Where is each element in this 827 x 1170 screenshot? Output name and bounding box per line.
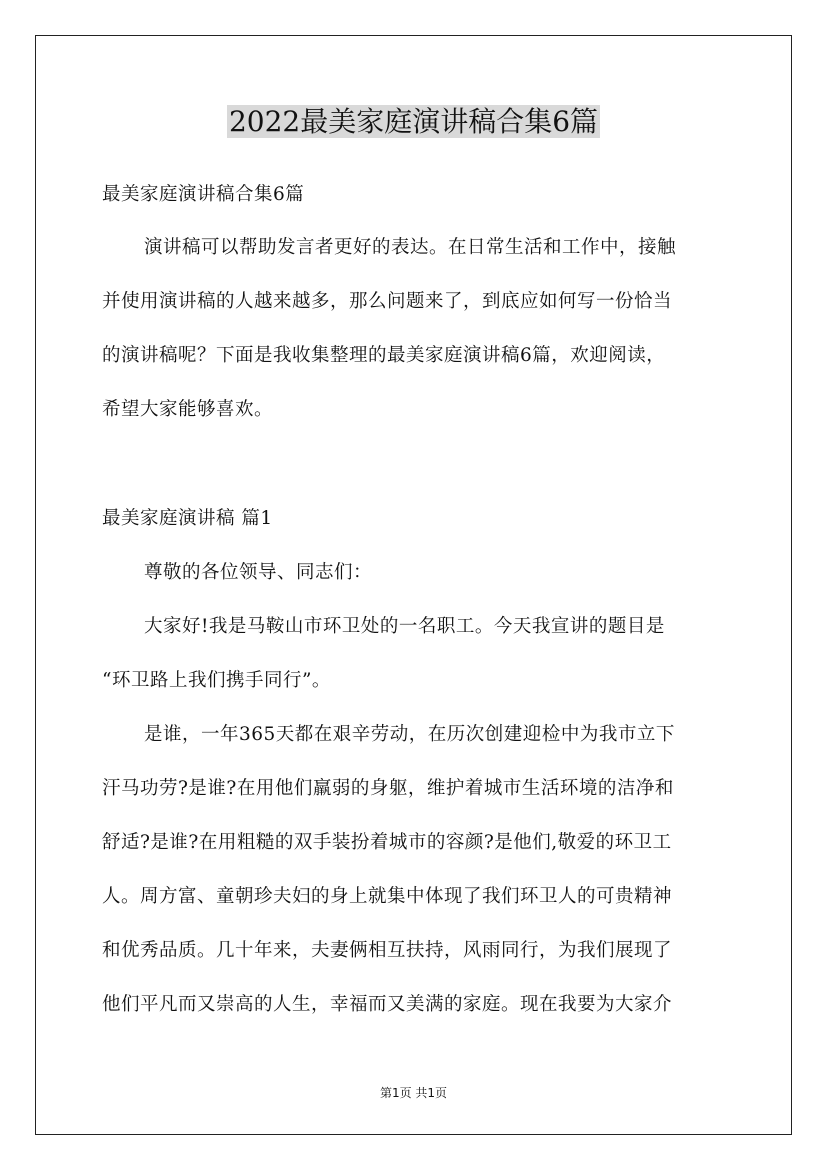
document-title-text: 2022最美家庭演讲稿合集6篇 — [228, 105, 599, 138]
section-heading: 最美家庭演讲稿 篇1 — [102, 508, 273, 529]
para2-line-6: 他们平凡而又崇高的人生，幸福而又美满的家庭。现在我要为大家介 — [102, 994, 673, 1015]
para2-line-2: 汗马功劳?是谁?在用他们羸弱的身躯，维护着城市生活环境的洁净和 — [102, 778, 674, 799]
greeting: 尊敬的各位领导、同志们： — [144, 562, 373, 583]
para2-line-5: 和优秀品质。几十年来，夫妻俩相互扶持，风雨同行，为我们展现了 — [102, 940, 673, 961]
document-subtitle: 最美家庭演讲稿合集6篇 — [102, 184, 305, 205]
intro-line-2: 并使用演讲稿的人越来越多，那么问题来了，到底应如何写一份恰当 — [102, 291, 673, 312]
para2-line-3: 舒适?是谁?在用粗糙的双手装扮着城市的容颜?是他们,敬爱的环卫工 — [102, 832, 672, 853]
intro-line-3: 的演讲稿呢？下面是我收集整理的最美家庭演讲稿6篇，欢迎阅读， — [102, 345, 666, 366]
page-footer: 第1页 共1页 — [379, 1086, 448, 1100]
document-title — [0, 104, 827, 140]
para2-line-1: 是谁，一年365天都在艰辛劳动，在历次创建迎检中为我市立下 — [144, 724, 675, 745]
intro-line-1: 演讲稿可以帮助发言者更好的表达。在日常生活和工作中，接触 — [144, 237, 677, 258]
intro-line-4: 希望大家能够喜欢。 — [102, 399, 274, 420]
para1-line-1: 大家好!我是马鞍山市环卫处的一名职工。今天我宣讲的题目是 — [144, 616, 665, 637]
para1-line-2: “环卫路上我们携手同行”。 — [102, 670, 331, 691]
para2-line-4: 人。周方富、童朝珍夫妇的身上就集中体现了我们环卫人的可贵精神 — [102, 886, 673, 907]
